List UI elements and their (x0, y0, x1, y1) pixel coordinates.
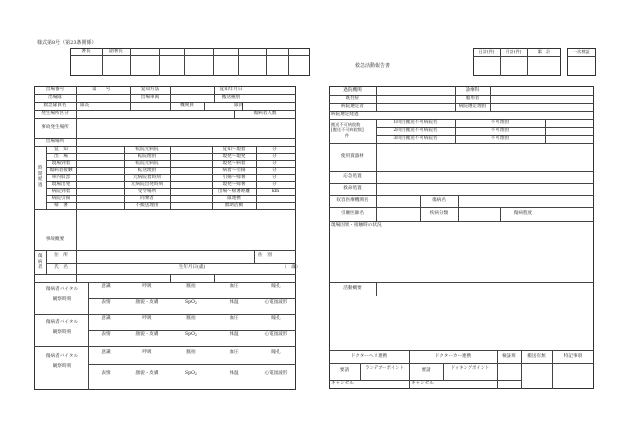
timeline-label: 元病院着時刻 (133, 175, 161, 180)
timeline-label: 転院元病院 (135, 147, 159, 152)
label-engineer: 機関員 (180, 103, 194, 108)
label-equipment: 使用資器材 (341, 154, 364, 159)
label-crew-names: 救急隊員名 (43, 103, 67, 108)
stamp-header: 署長 (81, 48, 91, 54)
label-dispatch-place: 出場場所 (45, 139, 65, 144)
refusal-reason: 不可理由 (490, 120, 510, 125)
label-verification: 検証班 (502, 354, 516, 359)
vital-label: 心電図波形 (264, 332, 288, 337)
label-dispatch-vehicle: 出場車両 (140, 95, 160, 100)
timeline-label: 出場〜帰署距離 (217, 189, 251, 194)
dispatch-number-value: 第 号 (92, 87, 111, 92)
vital-label: 脈拍 (186, 284, 196, 289)
timeline-unit: km (272, 189, 280, 194)
timeline-label: 病院到着 (51, 189, 71, 194)
vital-label: 表情 (101, 300, 111, 305)
label-heli-request: 要請 (339, 368, 350, 373)
label-receiving-hospital: 収容医療機関名 (336, 198, 369, 203)
timeline-label: 帰 署 (54, 203, 68, 208)
label-accident-place: 事故発生場所 (41, 125, 69, 130)
vital-label: 血圧 (229, 284, 239, 289)
timeline-label: 元病院出発時刻 (130, 182, 164, 187)
vital-label: 脈拍 (186, 350, 196, 355)
timeline-unit: 分 (272, 168, 277, 173)
timeline-label: 転院元病院 (135, 161, 159, 166)
vitals-label: 傷病者バイタル 観察時刻 (45, 354, 79, 370)
refusal-reason: 不可理由 (490, 128, 510, 133)
label-detection-method: 覚知方法 (140, 87, 160, 92)
label-dispatch-team: 出場隊 (48, 95, 62, 100)
label-patient-count: 傷病者人数 (253, 111, 277, 116)
vital-label: 表情 (101, 332, 111, 337)
refusal-entry: 1回目搬送不可病院名 (393, 120, 438, 125)
monthly-header: 日計(件) (478, 49, 495, 54)
refusal-entry: 3回目搬送不可病院名 (393, 136, 438, 141)
label-special-notes: 特記事項 (563, 354, 583, 359)
doc-title: 救急活動報告書 (355, 63, 391, 69)
label-captain: 隊長 (80, 103, 90, 108)
timeline-label: 救助活動 (224, 203, 244, 208)
label-activity-summary: 活動概要 (343, 286, 362, 291)
timeline-label: 現場到着 (51, 161, 71, 166)
vital-label: 顔貌・皮膚 (135, 332, 159, 337)
stamp-header: 副署長 (109, 48, 123, 54)
label-department: 診療科 (465, 88, 480, 93)
timeline-label: 現発〜現発 (222, 154, 246, 159)
timeline-label: 同乗者 (140, 196, 154, 201)
vital-label: SpO$_2$ (184, 300, 198, 305)
vital-label: 体温 (229, 300, 239, 305)
label-dob: 生年月日(歳) (178, 265, 206, 270)
heli-cancel: キャンセル (331, 381, 354, 386)
label-selection-reason: 病院選定理由 (458, 104, 487, 109)
label-receiving-doctor: 引継医師名 (341, 211, 364, 216)
label-location-category: 発生場所区分 (41, 111, 69, 116)
vital-label: 心電図波形 (264, 371, 288, 376)
vital-label: 脈拍 (186, 316, 196, 321)
label-severity: 傷病程度 (513, 211, 533, 216)
timeline-label: 転院理由 (137, 154, 157, 159)
label-detection-date: 覚知年月日 (219, 87, 243, 92)
label-crew-member: 隊員 (234, 103, 244, 108)
vital-label: 意識 (101, 284, 111, 289)
label-accident-summary: 事故概要 (45, 237, 65, 242)
vital-label: 瞳孔 (271, 284, 281, 289)
label-rendezvous-point: ランデブーポイント (365, 366, 404, 371)
label-scene-observation: 現場因果・接触時の状況 (331, 223, 382, 228)
label-lifesaving: 救命処置 (343, 186, 362, 191)
timeline-label: 出 場 (54, 154, 68, 159)
monthly-header: 月計(件) (505, 49, 522, 54)
label-address: 住 所 (54, 253, 68, 258)
label-first-aid: 応急処置 (343, 174, 362, 179)
timeline-label: 覚知〜現着 (222, 147, 246, 152)
label-docking-point: ドッキングポイント (450, 366, 490, 371)
vital-label: 血圧 (229, 316, 239, 321)
label-hospital-selector: 病院選定者 (341, 104, 364, 109)
vital-label: 表情 (101, 371, 111, 376)
timeline-unit: 分 (272, 175, 277, 180)
vital-label: 顔貌・皮膚 (135, 300, 159, 305)
vital-label: 意識 (101, 316, 111, 321)
vital-label: 心電図波形 (264, 300, 288, 305)
vital-label: 瞳孔 (271, 316, 281, 321)
refusal-reason: 不可理由 (490, 136, 510, 141)
timeline-label: 傷病者接触 (49, 168, 73, 173)
timeline-label: 隊連携 (227, 196, 241, 201)
timeline-label: 現発〜帰署 (222, 182, 246, 187)
label-doctor-heli: ドクターヘリ連携 (350, 354, 388, 359)
vital-label: 呼吸 (142, 350, 152, 355)
vital-label: 意識 (101, 350, 111, 355)
approval-label: 一次検証 (573, 49, 590, 54)
timeline-label: 覚 知 (54, 147, 68, 152)
timeline-unit: 分 (272, 147, 277, 152)
label-transport-type: 搬送種別 (221, 95, 241, 100)
refusal-entry: 2回目搬送不可病院名 (393, 128, 438, 133)
label-medication: 服用者 (465, 96, 480, 101)
monthly-header: 累 計 (537, 49, 551, 54)
label-time-course: 時間経過 (38, 166, 43, 188)
timeline-unit: 分 (272, 161, 277, 166)
vital-label: SpO$_2$ (184, 371, 198, 376)
timeline-label: 現場出発 (51, 182, 71, 187)
label-car-request: 要請 (421, 368, 431, 373)
vital-label: 血圧 (229, 350, 239, 355)
vitals-label: 傷病者バイタル 観察時刻 (45, 287, 79, 303)
car-cancel: キャンセル (411, 381, 434, 386)
timeline-label: 病院引揚 (51, 196, 71, 201)
timeline-label: 不搬送理由 (135, 203, 159, 208)
label-transport-status: 搬送有無 (527, 354, 546, 359)
timeline-label: 転送理由 (137, 168, 157, 173)
label-selection-history: 病院選定経過 (331, 112, 359, 117)
vitals-label: 傷病者バイタル 観察時刻 (45, 320, 79, 336)
timeline-unit: 分 (272, 154, 277, 159)
label-name: 氏 名 (54, 265, 68, 270)
timeline-label: 受令場所 (137, 189, 157, 194)
label-dispatch-number: 出場番号 (45, 87, 65, 92)
timeline-label: 現発〜病着 (222, 161, 246, 166)
vital-label: 瞳孔 (271, 350, 281, 355)
vital-label: 呼吸 (142, 316, 152, 321)
timeline-label: 引揚〜帰署 (222, 175, 246, 180)
label-transit-institution: 過院機関 (343, 88, 362, 93)
vital-label: 体温 (229, 332, 239, 337)
label-refusal-count: 搬送不可病院数 [搬送不可病院数] 件 (331, 122, 364, 138)
label-disease-class: 疾病分類 (429, 211, 449, 216)
age-unit: （ 歳） (282, 265, 301, 270)
timeline-label: 病着〜引揚 (222, 168, 246, 173)
label-occupation: 佐 別 (258, 253, 272, 258)
timeline-unit: 分 (272, 182, 277, 187)
form-id: 様式第8号（第23条関係） (37, 40, 97, 46)
label-patient: 傷病者 (38, 254, 43, 270)
vital-label: 顔貌・皮膚 (135, 371, 159, 376)
label-medical-history: 既往症 (345, 96, 360, 101)
vital-label: SpO$_2$ (184, 332, 198, 337)
label-doctor-car: ドクターカー連携 (434, 354, 472, 359)
timeline-label: 車内収容 (51, 175, 71, 180)
label-diagnosis: 傷病名 (432, 198, 446, 203)
vital-label: 呼吸 (142, 284, 152, 289)
vital-label: 体温 (229, 371, 239, 376)
